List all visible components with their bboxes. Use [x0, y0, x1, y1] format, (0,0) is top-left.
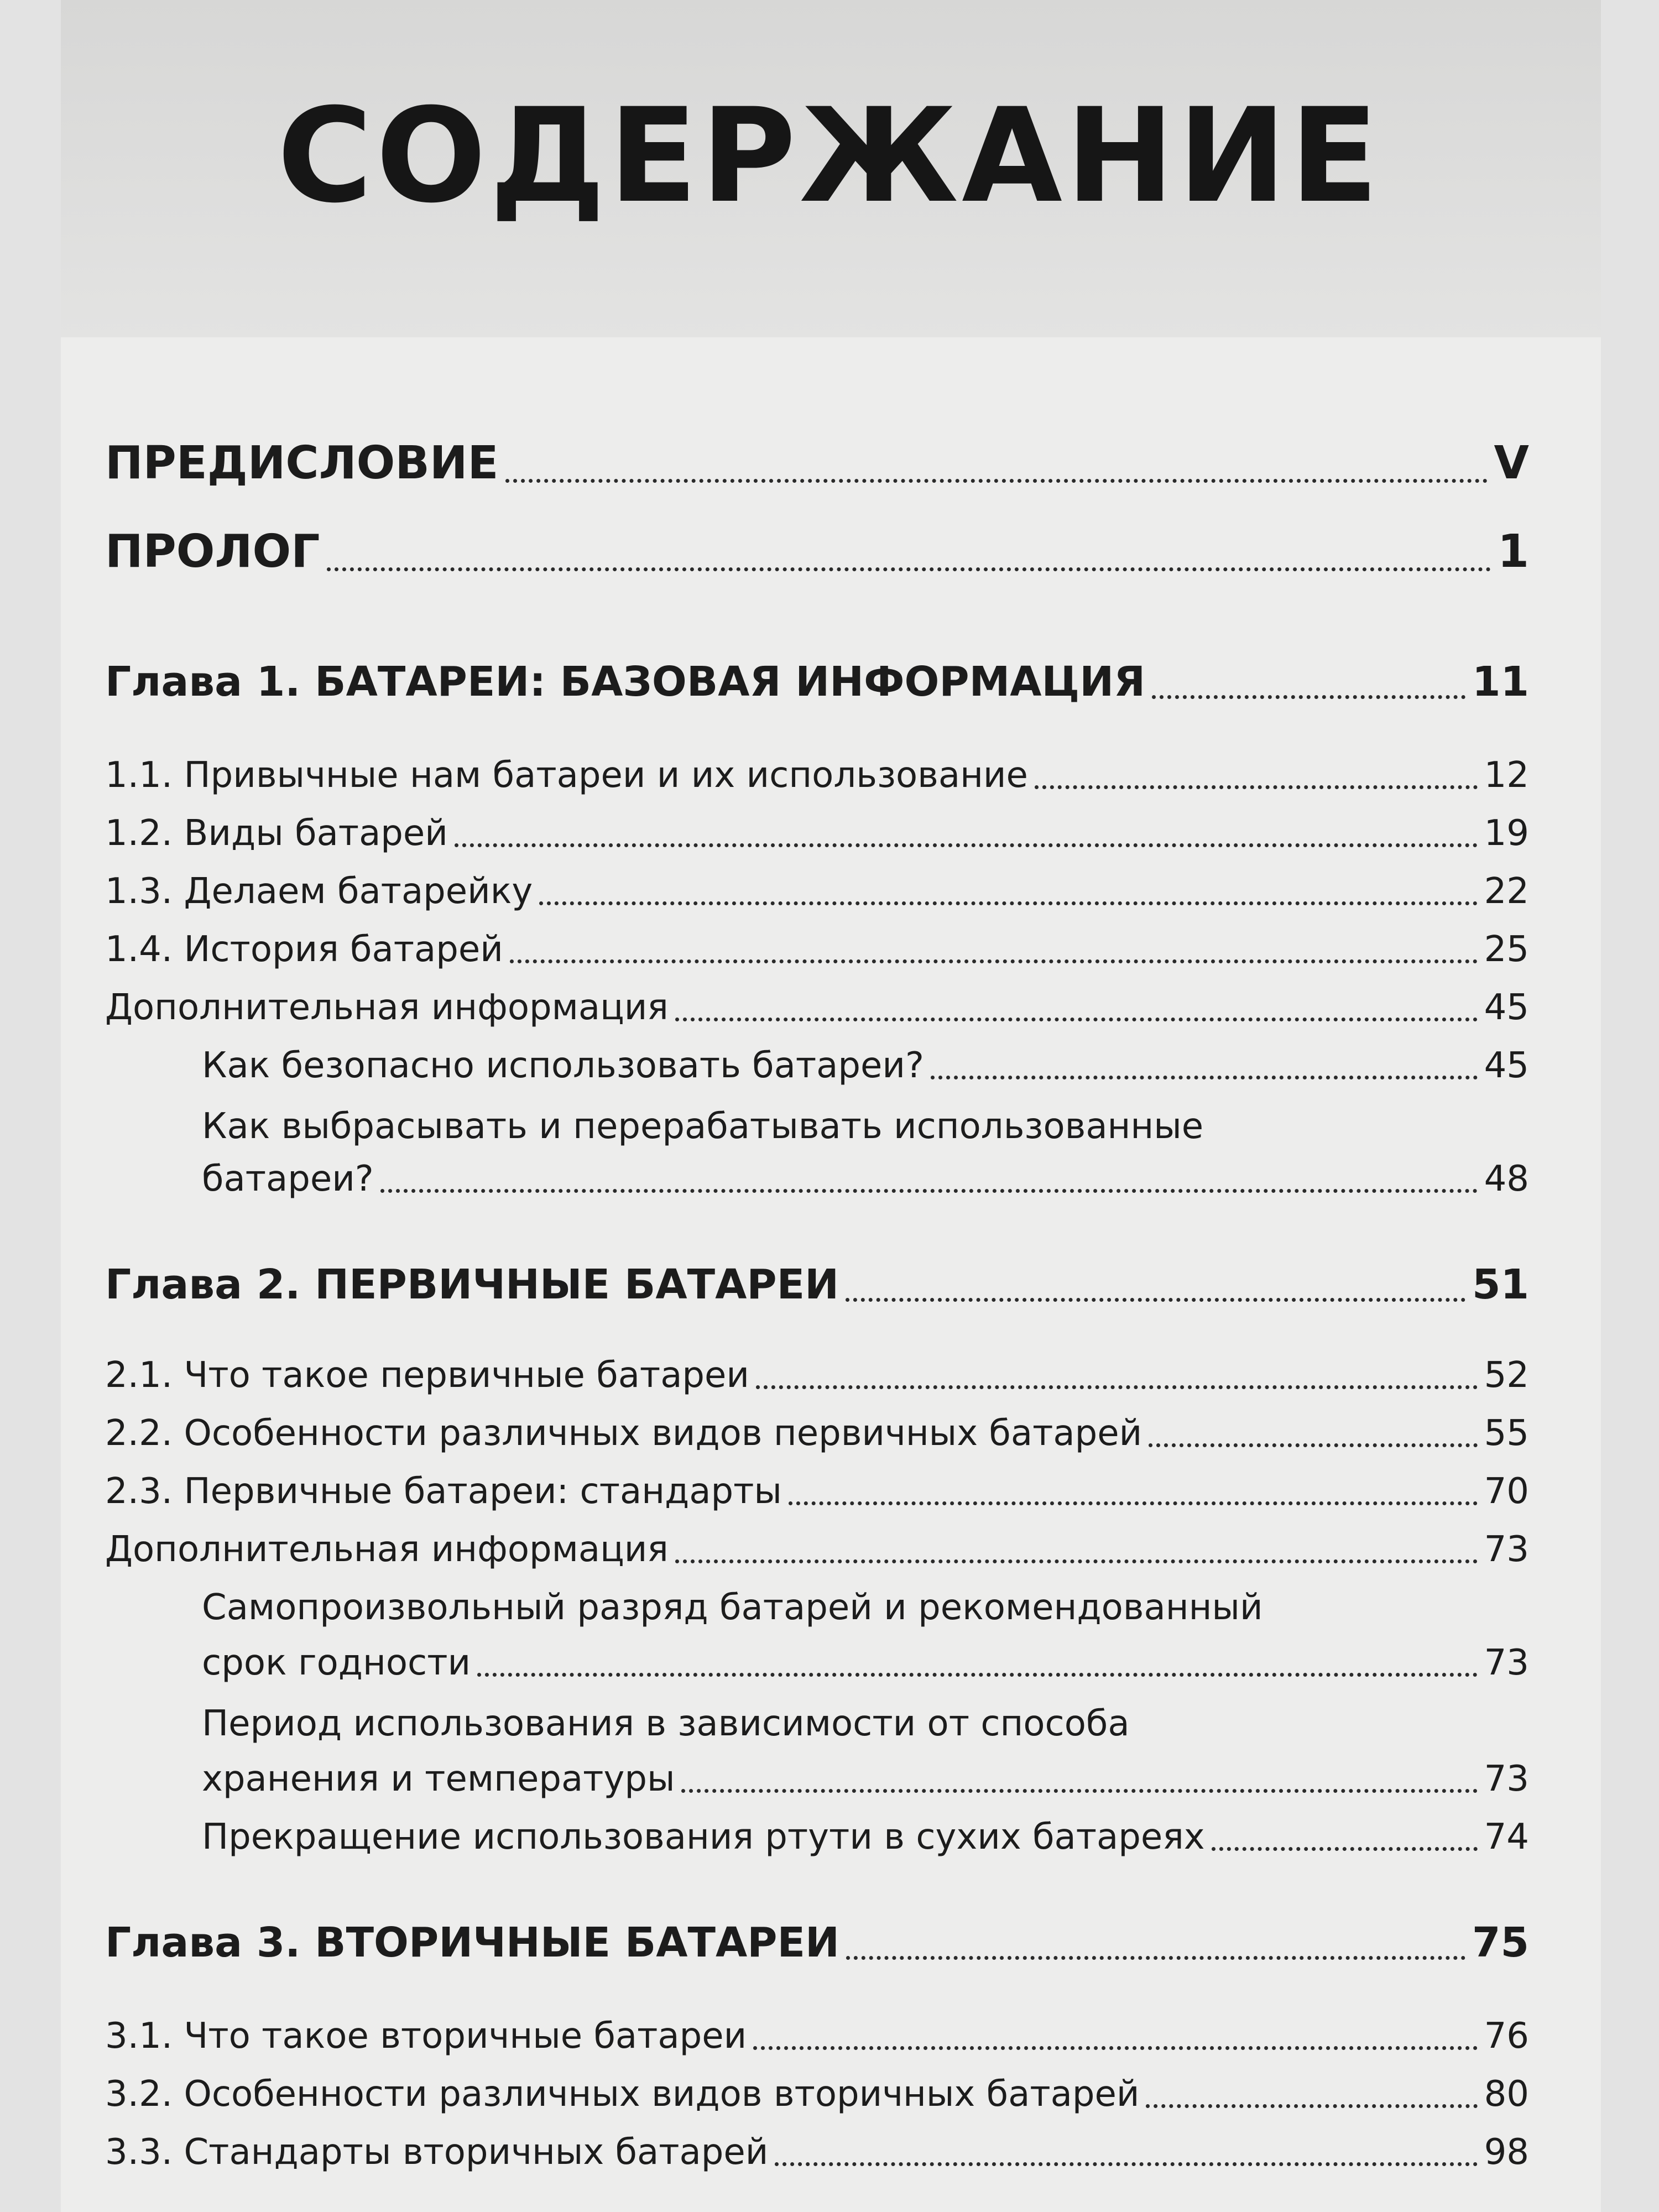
toc-entry-page: 73	[1484, 1759, 1529, 1799]
toc-entry-label: ПРЕДИСЛОВИЕ	[105, 437, 499, 489]
toc-entry-label: хранения и температуры	[202, 1759, 675, 1799]
toc-entry-page: 70	[1484, 1471, 1529, 1512]
toc-entry-self-discharge	[202, 1642, 1529, 1683]
toc-entry-label: срок годности	[202, 1642, 471, 1683]
toc-entry-page: 45	[1484, 987, 1529, 1028]
toc-entry-page: 25	[1484, 929, 1529, 970]
toc-entry-page: 80	[1484, 2074, 1529, 2115]
toc-entry-label: Глава 3. ВТОРИЧНЫЕ БАТАРЕИ	[105, 1919, 839, 1966]
dot-leader	[675, 1018, 1478, 1021]
toc-entry-page: 11	[1472, 658, 1529, 706]
toc-entry-label: 1.1. Привычные нам батареи и их использование	[105, 755, 1028, 796]
toc-entry-label: 3.3. Стандарты вторичных батарей	[105, 2132, 769, 2173]
toc-entry-1-2	[105, 813, 1529, 854]
toc-entry-label: Дополнительная информация	[105, 1529, 669, 1570]
toc-entry-label: Глава 1. БАТАРЕИ: БАЗОВАЯ ИНФОРМАЦИЯ	[105, 658, 1146, 706]
toc-entry-page: 74	[1484, 1817, 1529, 1858]
toc-entry-label: 1.4. История батарей	[105, 929, 503, 970]
toc-entry-preface	[105, 437, 1529, 489]
dot-leader	[789, 1501, 1478, 1505]
toc-entry-3-3	[105, 2132, 1529, 2173]
toc-entry-usage-period-line1: Период использования в зависимости от способа	[202, 1703, 1130, 1744]
toc-entry-label: 2.2. Особенности различных видов первичных батарей	[105, 1413, 1142, 1454]
dot-leader	[539, 901, 1477, 905]
toc-entry-chapter-2	[105, 1261, 1529, 1308]
dot-leader	[455, 843, 1478, 847]
toc-entry-label: Прекращение использования ртути в сухих батареях	[202, 1817, 1205, 1858]
toc-entry-page: 1	[1497, 525, 1529, 578]
toc-entry-recycling	[202, 1159, 1529, 1199]
toc-entry-page: V	[1494, 437, 1529, 489]
dot-leader	[510, 959, 1478, 963]
dot-leader	[846, 1956, 1465, 1960]
toc-entry-2-2	[105, 1413, 1529, 1454]
toc-entry-label: 1.3. Делаем батарейку	[105, 871, 533, 912]
dot-leader	[681, 1789, 1477, 1793]
toc-entry-page: 22	[1484, 871, 1529, 912]
dot-leader	[1035, 785, 1478, 789]
toc-entry-page: 73	[1484, 1529, 1529, 1570]
toc-entry-usage-period	[202, 1759, 1529, 1799]
toc-entry-self-discharge-line1: Самопроизвольный разряд батарей и рекомендованный	[202, 1587, 1263, 1628]
toc-entry-page: 75	[1472, 1919, 1529, 1966]
toc-entry-mercury	[202, 1817, 1529, 1858]
toc-entry-chapter-1	[105, 658, 1529, 706]
toc-entry-label: 3.1. Что такое вторичные батареи	[105, 2016, 747, 2057]
toc-entry-page: 48	[1484, 1159, 1529, 1199]
dot-leader	[1212, 1847, 1478, 1851]
toc-entry-page: 76	[1484, 2016, 1529, 2057]
dot-leader	[477, 1673, 1478, 1677]
toc-entry-2-1	[105, 1355, 1529, 1396]
toc-entry-page: 45	[1484, 1045, 1529, 1086]
toc-entry-label: 3.2. Особенности различных видов вторичных батарей	[105, 2074, 1140, 2115]
toc-entry-1-4	[105, 929, 1529, 970]
toc-entry-chapter-3	[105, 1919, 1529, 1966]
toc-entry-page: 12	[1484, 755, 1529, 796]
toc-entry-2-3	[105, 1471, 1529, 1512]
toc-entry-label: ПРОЛОГ	[105, 525, 320, 578]
toc-entry-3-1	[105, 2016, 1529, 2057]
dot-leader	[1146, 2104, 1477, 2108]
dot-leader	[380, 1189, 1478, 1193]
toc-entry-page: 73	[1484, 1642, 1529, 1683]
toc-entry-page: 51	[1472, 1261, 1529, 1308]
dot-leader	[1152, 695, 1465, 699]
dot-leader	[753, 2046, 1477, 2050]
toc-entry-label: Как безопасно использовать батареи?	[202, 1045, 924, 1086]
toc-entry-label: Глава 2. ПЕРВИЧНЫЕ БАТАРЕИ	[105, 1261, 839, 1308]
dot-leader	[846, 1298, 1465, 1302]
dot-leader	[775, 2162, 1477, 2166]
toc-entry-page: 55	[1484, 1413, 1529, 1454]
toc-entry-page: 19	[1484, 813, 1529, 854]
dot-leader	[1149, 1443, 1477, 1447]
toc-entry-page: 52	[1484, 1355, 1529, 1396]
toc-entry-label: 2.3. Первичные батареи: стандарты	[105, 1471, 782, 1512]
toc-entry-1-1	[105, 755, 1529, 796]
page-title: СОДЕРЖАНИЕ	[277, 81, 1382, 232]
toc-entry-safe-use	[202, 1045, 1529, 1086]
dot-leader	[505, 479, 1488, 483]
toc-entry-label: 1.2. Виды батарей	[105, 813, 448, 854]
toc-entry-additional-info-1	[105, 987, 1529, 1028]
toc-entry-3-2	[105, 2074, 1529, 2115]
toc-entry-prologue	[105, 525, 1529, 578]
dot-leader	[756, 1385, 1478, 1389]
toc-entry-additional-info-2	[105, 1529, 1529, 1570]
toc-entry-label: Дополнительная информация	[105, 987, 669, 1028]
toc-entry-1-3	[105, 871, 1529, 912]
dot-leader	[327, 567, 1491, 571]
dot-leader	[931, 1076, 1478, 1079]
toc-entry-label: 2.1. Что такое первичные батареи	[105, 1355, 749, 1396]
toc-entry-page: 98	[1484, 2132, 1529, 2173]
dot-leader	[675, 1559, 1478, 1563]
toc-entry-recycling-line1: Как выбрасывать и перерабатывать использованные	[202, 1106, 1204, 1147]
toc-entry-label: батареи?	[202, 1159, 374, 1199]
